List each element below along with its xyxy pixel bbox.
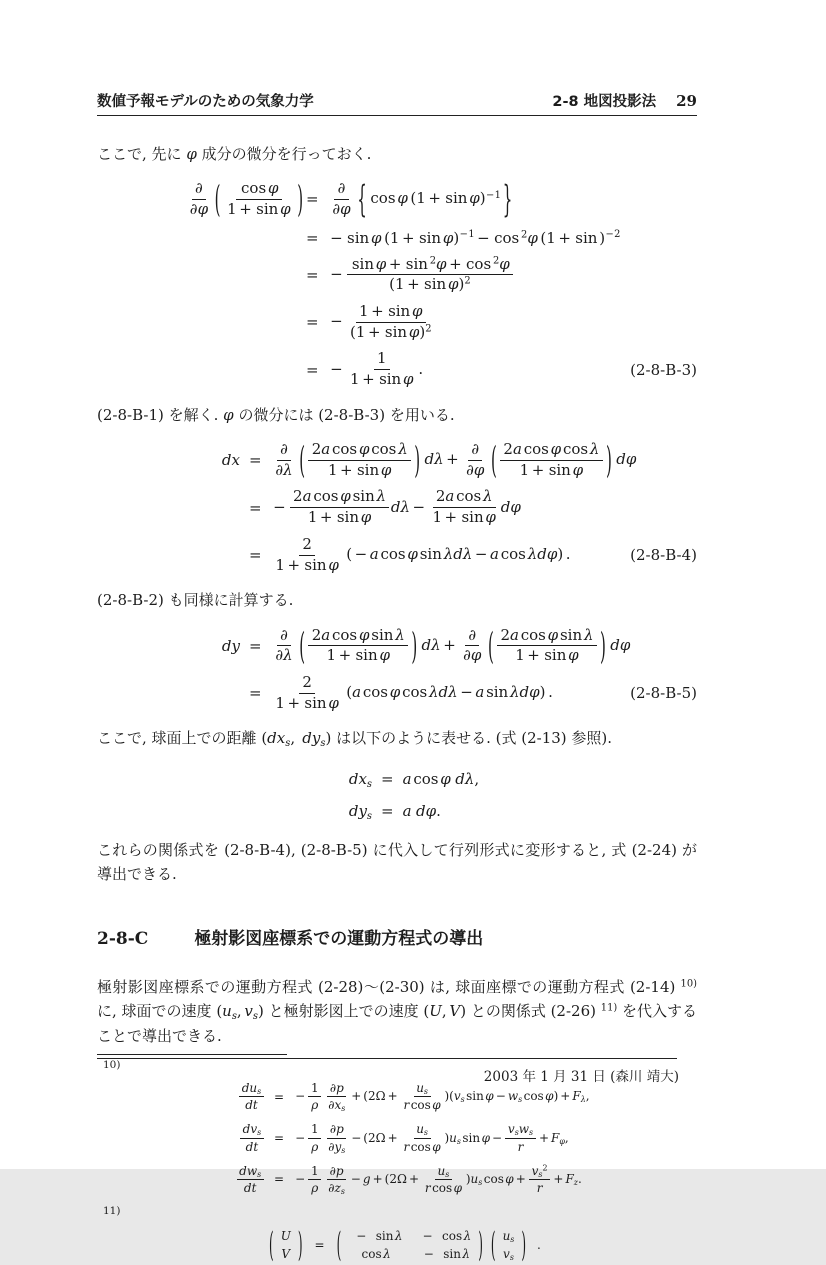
paragraph-solve-b1: (2-8-B-1) を解く. φ の微分には (2-8-B-3) を用いる. (97, 405, 455, 424)
equation-block-sphere-distances (97, 769, 697, 820)
header-right-group (552, 90, 697, 111)
equation-line: dy = $\frac{\partial}{\partial\lambda}$ ( $\frac{\text{2a cos φ sin λ}}{\text{1 + sin φ}}$ ) dλ + $\frac{\partial}{\partial\varphi}$ ( $\frac{\text{2a cos φ sin λ}}{\text{1 + sin φ}}$ ) dφ (221, 623, 631, 668)
footnote-11-equation: ( U V ) = ( − sinλ − cosλ cosλ − sinλ ) ( $u_s$ $v_s$ ) . (269, 1225, 541, 1265)
section-heading (97, 924, 697, 949)
footnote-11-label: 11) (103, 1204, 121, 1217)
page-number: 29 (676, 92, 697, 110)
running-header (97, 90, 697, 116)
paragraph-same-b2: (2-8-B-2) も同様に計算する. (97, 591, 294, 610)
paragraph-conclusion: これらの関係式を (2-8-B-4), (2-8-B-5) に代入して行列形式に変形すると, 式 (2-24) が導出できる. (97, 840, 697, 883)
equation-line: dx = $\frac{\partial}{\partial\lambda}$ ( $\frac{\text{2a cos φ cos λ}}{\text{1 + sin φ}}$ ) dλ + $\frac{\partial}{\partial\varphi}$ ( $\frac{\text{2a cos φ cos λ}}{\text{1 + sin φ}}$ ) dφ (221, 438, 637, 483)
footnote-11 (97, 1204, 697, 1265)
section-body: 極射影図座標系での運動方程式 (2-28)～(2-30) は, 球面座標での運動方程式 (2-14) $^{10)}$ に, 球面での速度 ($u_s$, $v_s$) と極射影図上での速度 (U, V) との関係式 (2-26) $^{11)}$ を代入することで導出できる. (97, 978, 697, 1045)
equation-line: $\frac{du_s}{dt}$ = − $\frac{1}{\rho}$ $\frac{\partial p}{\partial x_s}$ + (2Ω + $\frac{u_s}{rcos\varphi}$ )$(v_s\sin\varphi - w_s\cos\varphi) + F_\lambda$, (215, 1081, 697, 1112)
equation-tag: (2-8-B-4) (630, 546, 697, 565)
equation-line: = − $\frac{\sin \varphi + \sin ^2\varphi + \cos ^2\varphi}{(1 + \sin \varphi)^2}$ (185, 256, 697, 294)
equation-line: $dx_s = a$ cos φ dλ, (348, 769, 480, 790)
matrix: ( − sinλ − cosλ cosλ − sinλ ) (336, 1225, 483, 1265)
section-number: 2-8-C (97, 929, 149, 950)
equation-line: $\frac{dv_s}{dt}$ = − $\frac{1}{\rho}$ $\frac{\partial p}{\partial y_s}$ − (2Ω + $\frac{u_s}{rcos\varphi}$ )$u_s\sin\varphi$ − $\frac{v_sw_s}{r}$ + $F_\varphi$, (215, 1122, 697, 1153)
equation-line: = $\frac{2}{\text{1 + sin φ}}$ ( − a cos φ sin λdλ − a cos λdφ) . (2-8-B-4) (249, 534, 697, 574)
header-chapter: 2-8 地図投影法 (552, 94, 657, 110)
equation-line: $\frac{\partial}{\partial\varphi}$ ( $\frac{\text{cos φ}}{\text{1 + sin φ}}$ ) = $\frac{\partial}{\partial\varphi}$ { cos φ $(1 + \sin \varphi)^{-1}$ } (189, 177, 513, 222)
equation-line: = − $\frac{\text{2a cos φ sin λ}}{\text{1 + sin φ}}$ dλ − $\frac{\text{2a cos λ}}{\text{1 + sin φ}}$ dφ (249, 487, 521, 527)
equation-block-2-8-B-3 (97, 177, 697, 389)
equation-tag: (2-8-B-5) (630, 684, 697, 703)
equation-line: = $\frac{2}{\text{1 + sin φ}}$ (a cos φ cos λdλ − a sin λdφ) . (2-8-B-5) (249, 672, 697, 712)
paragraph-sphere-distance: ここで, 球面上での距離 ($dx_s$, $dy_s$) は以下のように表せる. (式 (2-13) 参照). (97, 729, 613, 750)
paragraph-intro: ここで, 先に φ 成分の微分を行っておく. (97, 145, 372, 163)
page-footer (97, 1058, 697, 1085)
header-book-title: 数値予報モデルのための気象力学 (97, 94, 314, 110)
footnote-10-label: 10) (103, 1059, 121, 1072)
equation-line: $\frac{dw_s}{dt}$ = − $\frac{1}{\rho}$ $\frac{\partial p}{\partial z_s}$ − g + (2Ω + $\frac{u_s}{rcos\varphi}$ )$u_s\cos\varphi$ + $\frac{v_s^2}{r}$ + $F_z$. (215, 1164, 697, 1195)
equation-line: $dy_s = a$ dφ. (348, 801, 441, 822)
equation-line: = − sin φ $(1 + \sin \varphi)^{-1} - \cos ^2\varphi$ $(1 + \sin )^{-2}$ (306, 228, 621, 247)
section-title: 極射影図座標系での運動方程式の導出 (194, 929, 484, 950)
matrix: ( U V ) (269, 1225, 303, 1265)
footer-date: 2003 年 1 月 31 日 (森川 靖大) (483, 1069, 679, 1085)
equation-line: = − $\frac{\text{1 + sin φ}}{(1 + \sin \varphi)^2}$ (306, 302, 432, 341)
footnote-divider (97, 1054, 287, 1055)
footer-rule (97, 1058, 677, 1059)
equation-line: = − $\frac{1}{\text{1 + sin φ}}$ . (2-8-B-3) (306, 349, 697, 389)
equation-tag: (2-8-B-3) (630, 360, 697, 379)
footnote-10-equations (97, 1081, 697, 1195)
equation-block-2-8-B-4 (97, 438, 697, 574)
equation-block-2-8-B-5 (97, 623, 697, 713)
matrix: ( $u_s$ $v_s$ ) (490, 1225, 527, 1265)
